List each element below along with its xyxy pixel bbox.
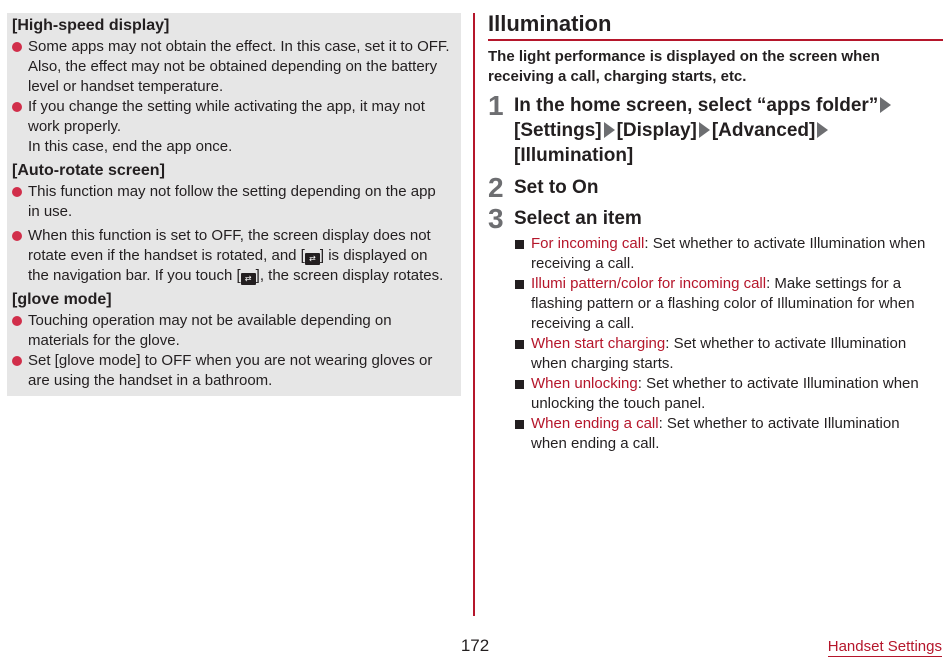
auto-rotate-note-2: When this function is set to OFF, the screen display does not rotate even if the handset is rotated, and [ ⇄ ] is displayed on the navigation bar. If you touch [ ⇄ ], the screen display rotates.: [12, 226, 461, 286]
arrow-right-icon: [880, 97, 891, 113]
illumination-section: [488, 10, 943, 454]
high-speed-note-1: Some apps may not obtain the effect. In this case, set it to OFF. Also, the effect may not be obtained depending on the battery level or handset temperature.: [12, 37, 461, 97]
arrow-right-icon: [817, 122, 828, 138]
step-number: 1: [488, 90, 504, 121]
step-3: 3 Select an item: [488, 203, 642, 234]
notes-box: [7, 13, 461, 396]
step-1: 1 In the home screen, select “apps folder” [Settings] [Display] [Advanced] [Illumination]: [488, 93, 943, 168]
list-item: When ending a call: Set whether to activate Illumination when ending a call.: [515, 414, 943, 454]
auto-rotate-note-1: This function may not follow the setting depending on the app in use.: [12, 182, 461, 222]
square-bullet-icon: [515, 280, 524, 289]
handset-settings-link[interactable]: Handset Settings: [827, 638, 942, 655]
intro-text: The light performance is displayed on the screen when receiving a call, charging starts, etc.: [488, 48, 880, 85]
glove-mode-note-1: Touching operation may not be available depending on materials for the glove.: [12, 311, 461, 351]
bullet-dot-icon: [12, 102, 22, 112]
arrow-right-icon: [699, 122, 710, 138]
glove-mode-note-2: Set [glove mode] to OFF when you are not wearing gloves or are using the handset in a bathroom.: [12, 351, 461, 391]
bullet-dot-icon: [12, 42, 22, 52]
page-number: 172: [460, 636, 490, 655]
list-item: When unlocking: Set whether to activate Illumination when unlocking the touch panel.: [515, 374, 943, 414]
rotate-screen-icon: ⇄: [305, 253, 320, 265]
square-bullet-icon: [515, 240, 524, 249]
bullet-dot-icon: [12, 231, 22, 241]
rotate-screen-icon: ⇄: [241, 273, 256, 285]
square-bullet-icon: [515, 340, 524, 349]
auto-rotate-heading: [Auto-rotate screen]: [12, 162, 165, 179]
high-speed-display-heading: [High-speed display]: [12, 17, 170, 34]
high-speed-note-2: If you change the setting while activating the app, it may not work properly. In this case, end the app once.: [12, 97, 461, 157]
arrow-right-icon: [604, 122, 615, 138]
bullet-dot-icon: [12, 316, 22, 326]
step-number: 2: [488, 172, 504, 203]
list-item: For incoming call: Set whether to activate Illumination when receiving a call.: [515, 234, 943, 274]
bullet-dot-icon: [12, 187, 22, 197]
square-bullet-icon: [515, 420, 524, 429]
list-item: Illumi pattern/color for incoming call: Make settings for a flashing pattern or a flashing color of Illumination for when receiving a call.: [515, 274, 943, 334]
list-item: When start charging: Set whether to activate Illumination when charging starts.: [515, 334, 943, 374]
glove-mode-heading: [glove mode]: [12, 291, 112, 308]
square-bullet-icon: [515, 380, 524, 389]
step-number: 3: [488, 203, 504, 234]
step-2: 2 Set to On: [488, 172, 599, 203]
column-divider: [473, 13, 475, 616]
page-title: Illumination: [488, 10, 943, 41]
illumination-item-list: [488, 234, 943, 454]
bullet-dot-icon: [12, 356, 22, 366]
